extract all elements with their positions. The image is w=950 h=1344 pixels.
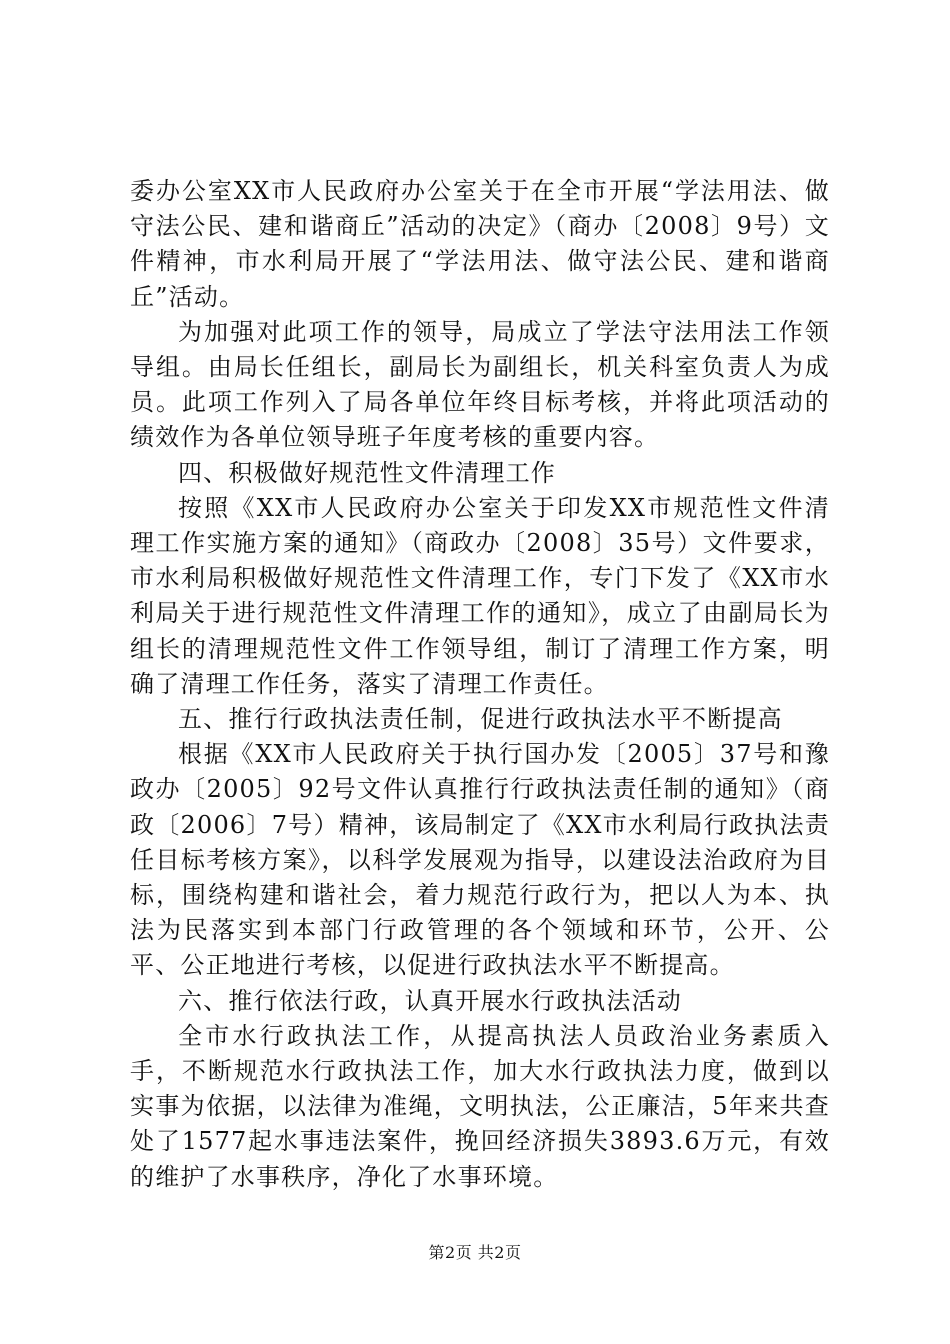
section-heading-five: 五、推行行政执法责任制，促进行政执法水平不断提高 [178, 705, 783, 734]
paragraph-leadership: 为加强对此项工作的领导，局成立了学法守法用法工作领导组。由局长任组长，副局长为副组长，机关科室负责人为成员。此项工作列入了局各单位年终目标考核，并将此项活动的绩效作为各单位领导班子年度考核的重要内容。 [130, 317, 830, 452]
section-heading-six: 六、推行依法行政，认真开展水行政执法活动 [178, 986, 682, 1015]
page-footer: 第2页 共2页 [428, 1243, 522, 1262]
document-body [130, 174, 830, 1195]
paragraph-continuation: 委办公室XX市人民政府办公室关于在全市开展“学法用法、做守法公民、建和谐商丘”活动的决定》（商办〔2008〕9号）文件精神，市水利局开展了“学法用法、做守法公民、建和谐商丘”活动。 [130, 177, 830, 311]
paragraph-enforcement: 全市水行政执法工作，从提高执法人员政治业务素质入手，不断规范水行政执法工作，加大水行政执法力度，做到以实事为依据，以法律为准绳，文明执法，公正廉洁，5年来共查处了1577起水事违法案件，挽回经济损失3893.6万元，有效的维护了水事秩序，净化了水事环境。 [130, 1021, 830, 1191]
section-heading-four: 四、积极做好规范性文件清理工作 [178, 458, 556, 487]
paragraph-cleanup: 按照《XX市人民政府办公室关于印发XX市规范性文件清理工作实施方案的通知》（商政办〔2008〕35号）文件要求，市水利局积极做好规范性文件清理工作，专门下发了《XX市水利局关于进行规范性文件清理工作的通知》，成立了由副局长为组长的清理规范性文件工作领导组，制订了清理工作方案，明确了清理工作任务，落实了清理工作责任。 [130, 493, 830, 698]
paragraph-responsibility: 根据《XX市人民政府关于执行国办发〔2005〕37号和豫政办〔2005〕92号文件认真推行行政执法责任制的通知》（商政〔2006〕7号）精神，该局制定了《XX市水利局行政执法责任目标考核方案》，以科学发展观为指导，以建设法治政府为目标，围绕构建和谐社会，着力规范行政行为，把以人为本、执法为民落实到本部门行政管理的各个领域和环节，公开、公平、公正地进行考核，以促进行政执法水平不断提高。 [130, 740, 830, 980]
